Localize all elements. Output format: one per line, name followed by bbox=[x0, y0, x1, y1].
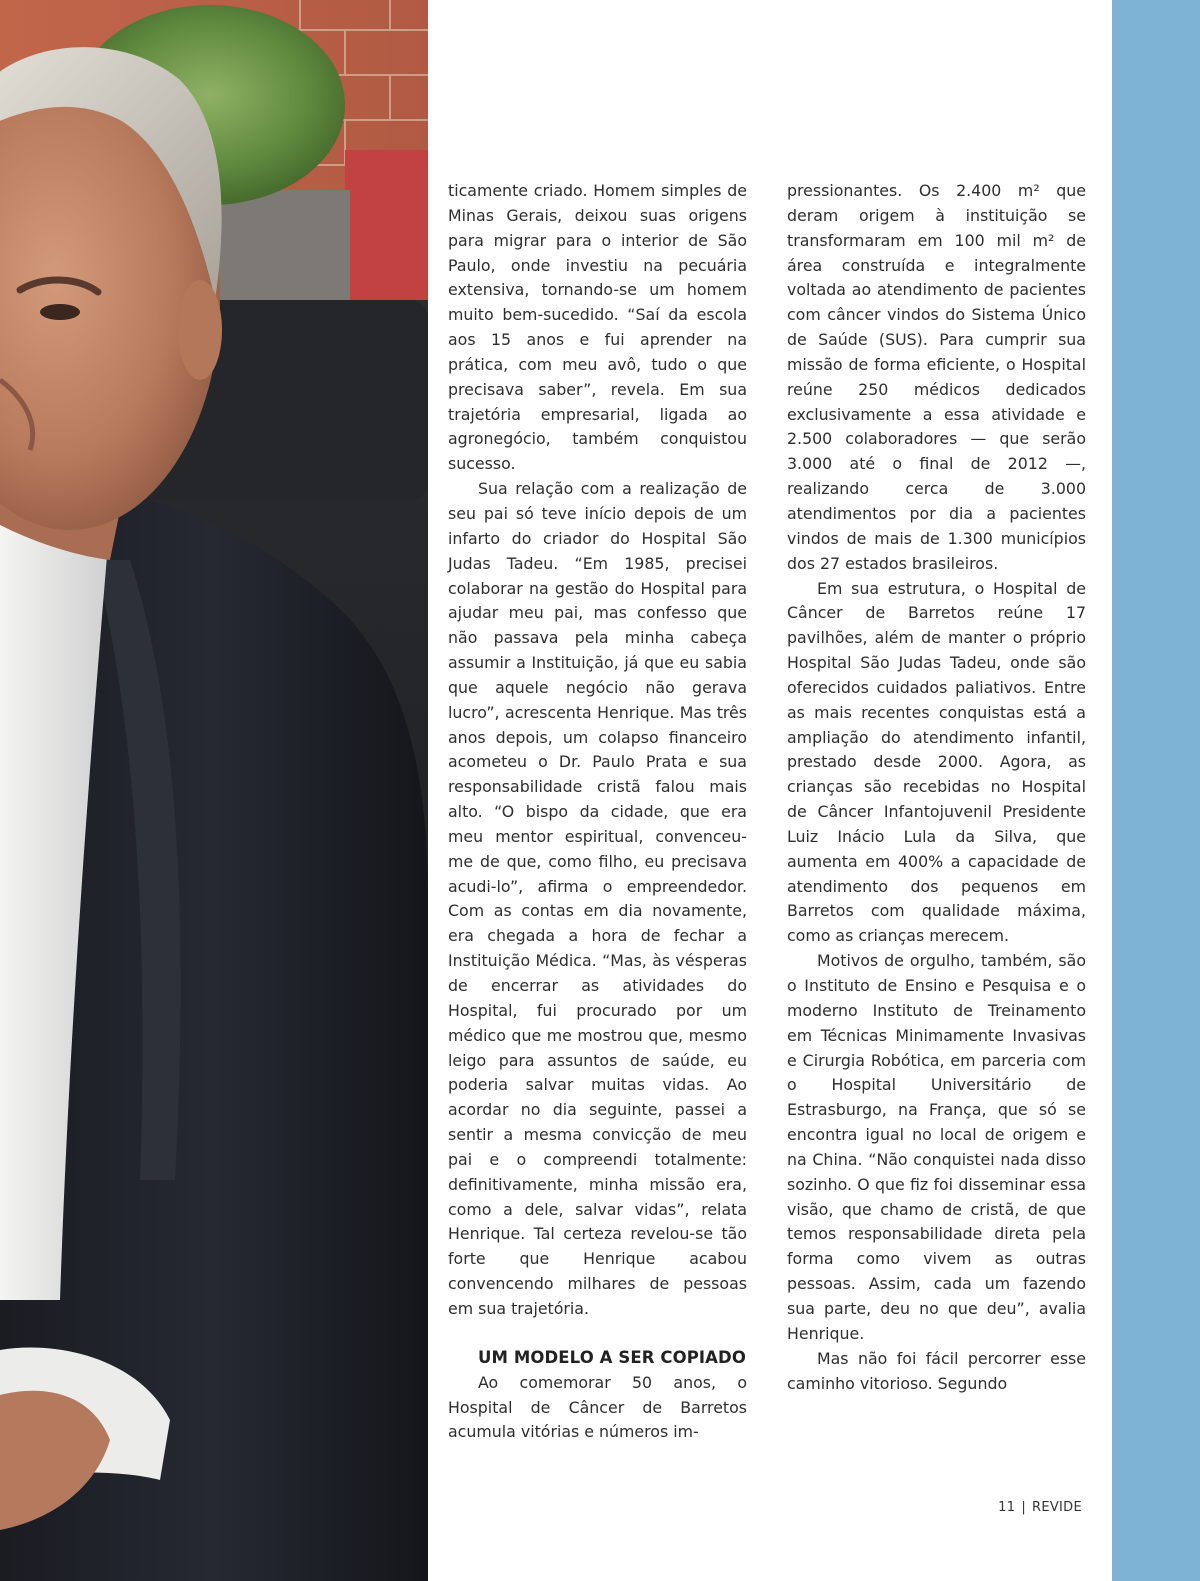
article-column-left bbox=[448, 179, 747, 1445]
paragraph: Ao comemorar 50 anos, o Hospital de Câncer de Barretos acumula vitórias e números im- bbox=[448, 1372, 747, 1442]
side-color-band bbox=[1112, 0, 1200, 1581]
magazine-name: REVIDE bbox=[1032, 1500, 1082, 1515]
footer-separator: | bbox=[1021, 1500, 1026, 1515]
paragraph: pressionantes. Os 2.400 m² que deram origem à instituição se transformaram em 100 mil m² de área construída e integralmente voltada ao atendimento de pacientes com câncer vindos do Sistema Único de Saúde (SUS). Para cumprir sua missão de forma eficiente, o Hospital reúne 250 médicos dedicados exclusivamente a essa atividade e 2.500 colaboradores — que serão 3.000 até o final de 2012 —, realizando cerca de 3.000 atendimentos por dia a pacientes vindos de mais de 1.300 municípios dos 27 estados brasileiros. bbox=[787, 181, 1086, 573]
paragraph: Motivos de orgulho, também, são o Instituto de Ensino e Pesquisa e o moderno Instituto de Treinamento em Técnicas Minimamente Invasivas e Cirurgia Robótica, em parceria com o Hospital Universitário de Estrasburgo, na França, que só se encontra igual no local de origem e na China. “Não conquistei nada disso sozinho. O que fiz foi disseminar essa visão, que chamo de cristã, de que temos responsabilidade direta pela forma como vivem as outras pessoas. Assim, cada um fazendo sua parte, deu no que deu”, avalia Henrique. bbox=[787, 951, 1086, 1343]
page-number: 11 bbox=[998, 1500, 1016, 1515]
section-heading: UM MODELO A SER COPIADO bbox=[478, 1347, 746, 1367]
page-footer bbox=[998, 1500, 1082, 1515]
article-column-right bbox=[787, 179, 1086, 1396]
paragraph: Em sua estrutura, o Hospital de Câncer de Barretos reúne 17 pavilhões, além de manter o próprio Hospital São Judas Tadeu, onde são oferecidos cuidados paliativos. Entre as mais recentes conquistas está a ampliação do atendimento infantil, prestado desde 2000. Agora, as crianças são recebidas no Hospital de Câncer Infantojuvenil Presidente Luiz Inácio Lula da Silva, que aumenta em 400% a capacidade de atendimento dos pequenos em Barretos com qualidade máxima, como as crianças merecem. bbox=[787, 578, 1086, 946]
paragraph: ticamente criado. Homem simples de Minas Gerais, deixou suas origens para migrar para o interior de São Paulo, onde investiu na pecuária extensiva, tornando-se um homem muito bem-sucedido. “Saí da escola aos 15 anos e fui aprender na prática, com meu avô, tudo o que precisava saber”, revela. Em sua trajetória empresarial, ligada ao agronegócio, também conquistou sucesso. bbox=[448, 181, 747, 474]
portrait-photo bbox=[0, 0, 428, 1581]
paragraph: Sua relação com a realização de seu pai só teve início depois de um infarto do criador do Hospital São Judas Tadeu. “Em 1985, precisei colaborar na gestão do Hospital para ajudar meu pai, mas confesso que não passava pela minha cabeça assumir a Instituição, já que eu sabia que aquele negócio não gerava lucro”, acrescenta Henrique. Mas três anos depois, um colapso financeiro acometeu o Dr. Paulo Prata e sua responsabilidade cristã falou mais alto. “O bispo da cidade, que era meu mentor espiritual, convenceu-me de que, como filho, eu precisava acudi-lo”, afirma o empreendedor. Com as contas em dia novamente, era chegada a hora de fechar a Instituição Médica. “Mas, às vésperas de encerrar as atividades do Hospital, fui procurado por um médico que me mostrou que, mesmo leigo para assuntos de saúde, eu poderia salvar muitas vidas. Ao acordar no dia seguinte, passei a sentir a mesma convicção de meu pai e o compreendi totalmente: definitivamente, minha missão era, como a dele, salvar vidas”, relata Henrique. Tal certeza revelou-se tão forte que Henrique acabou convencendo milhares de pessoas em sua trajetória. bbox=[448, 479, 747, 1318]
paragraph: Mas não foi fácil percorrer esse caminho vitorioso. Segundo bbox=[787, 1348, 1086, 1393]
